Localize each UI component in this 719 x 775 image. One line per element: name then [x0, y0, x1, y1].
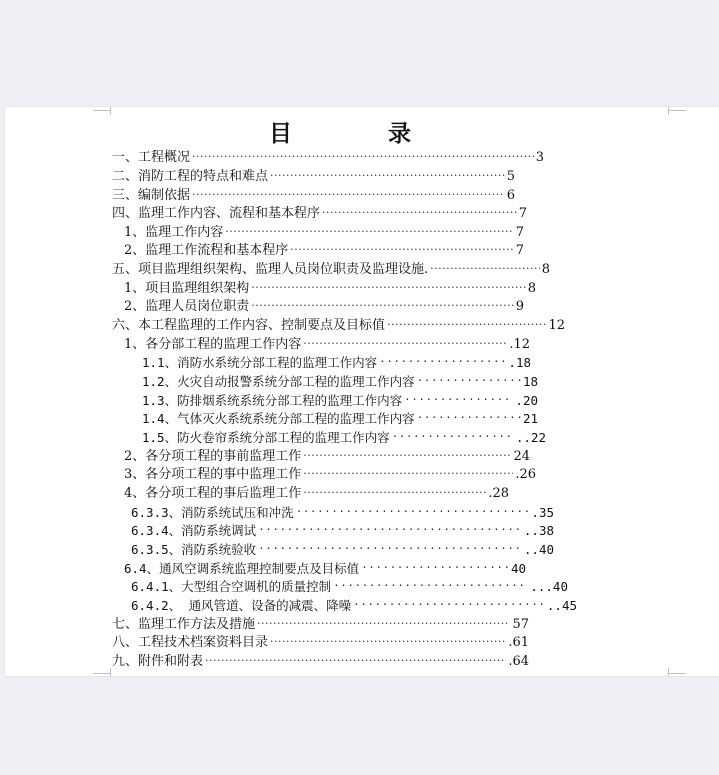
toc-entry[interactable] — [142, 392, 538, 411]
toc-leader-dots — [430, 261, 540, 280]
page-title: 目 录 — [268, 120, 455, 147]
page-corner-mark — [110, 107, 111, 115]
toc-entry-text: 2、各分项工程的事前监理工作 — [124, 449, 302, 464]
toc-leader-dots — [251, 280, 525, 299]
toc-leader-dots — [361, 560, 509, 579]
toc-leader-dots — [258, 522, 522, 541]
toc-entry-page: .26 — [515, 467, 536, 482]
toc-entry-text: 1.1、消防水系统分部工程的监理工作内容 — [142, 355, 378, 370]
toc-entry[interactable] — [112, 187, 515, 206]
toc-entry[interactable] — [112, 317, 565, 336]
toc-entry[interactable] — [142, 354, 531, 373]
toc-entry-text: 七、监理工作方法及措施 — [112, 617, 256, 632]
toc-entry-page: ..45 — [546, 598, 577, 613]
toc-leader-dots — [192, 187, 505, 206]
toc-entry[interactable] — [131, 578, 568, 597]
toc-entry-page: .61 — [508, 635, 529, 650]
toc-leader-dots — [387, 317, 546, 336]
toc-leader-dots — [192, 149, 534, 168]
toc-entry-text: 1.2、火灾自动报警系统分部工程的监理工作内容 — [142, 374, 415, 389]
toc-entry[interactable] — [112, 205, 527, 224]
toc-entry-page: 9 — [515, 299, 524, 314]
toc-entry-text: 八、工程技术档案资料目录 — [112, 635, 269, 650]
toc-leader-dots — [303, 485, 486, 504]
toc-entry-text: 1、项目监理组织架构 — [124, 281, 250, 296]
toc-entry[interactable] — [131, 541, 554, 560]
toc-entry-text: 六、本工程监理的工作内容、控制要点及目标值 — [112, 318, 386, 333]
toc-entry-text: 1.5、防火卷帘系统分部工程的监理工作内容 — [142, 430, 390, 445]
page-corner-mark — [668, 110, 686, 111]
toc-entry-text: 一、工程概况 — [112, 150, 191, 165]
toc-entry-page: 3 — [535, 150, 544, 165]
toc-entry-page: .64 — [508, 654, 529, 669]
toc-entry[interactable] — [124, 560, 526, 579]
toc-leader-dots — [322, 205, 517, 224]
toc-entry[interactable] — [142, 410, 538, 429]
toc-entry[interactable] — [112, 149, 544, 168]
toc-entry-page: 8 — [527, 281, 536, 296]
toc-entry-page: ..22 — [515, 430, 546, 445]
toc-leader-dots — [270, 634, 506, 653]
toc-entry-page: .12 — [509, 337, 530, 352]
toc-leader-dots — [303, 448, 511, 467]
toc-leader-dots — [417, 410, 521, 429]
page-corner-mark — [93, 110, 111, 111]
page-corner-mark — [668, 107, 669, 115]
toc-leader-dots — [270, 168, 505, 187]
toc-entry-text: 二、消防工程的特点和难点 — [112, 169, 269, 184]
toc-entry-page: .28 — [488, 486, 509, 501]
toc-entry-text: 1.4、气体灭火系统系统分部工程的监理工作内容 — [142, 411, 415, 426]
toc-entry-text: 四、监理工作内容、流程和基本程序 — [112, 206, 321, 221]
toc-entry-page: 8 — [541, 262, 550, 277]
toc-entry-text: 6.3.4、消防系统调试 — [131, 523, 257, 538]
toc-entry[interactable] — [142, 373, 538, 392]
toc-entry-text: 6.4、通风空调系统监理控制要点及目标值 — [124, 561, 360, 576]
document-page — [5, 107, 719, 676]
toc-leader-dots — [333, 578, 528, 597]
toc-leader-dots — [379, 354, 506, 373]
toc-entry[interactable] — [124, 466, 536, 485]
toc-entry-text: 6.3.5、消防系统验收 — [131, 542, 257, 557]
toc-entry-page: .20 — [515, 393, 538, 408]
toc-leader-dots — [205, 653, 506, 672]
toc-entry-text: 三、编制依据 — [112, 188, 191, 203]
toc-entry[interactable] — [112, 261, 550, 280]
toc-entry-page: ..40 — [523, 542, 554, 557]
toc-entry-text: 6.4.2、 通风管道、设备的减震、降噪 — [131, 598, 352, 613]
toc-entry-page: 7 — [515, 225, 524, 240]
toc-entry[interactable] — [124, 336, 530, 355]
toc-entry-page: 21 — [522, 411, 538, 426]
toc-leader-dots — [258, 541, 522, 560]
toc-entry[interactable] — [124, 224, 524, 243]
toc-entry-text: 2、监理工作流程和基本程序 — [124, 243, 289, 258]
toc-leader-dots — [303, 336, 507, 355]
page-corner-mark — [668, 668, 669, 676]
toc-leader-dots — [353, 597, 545, 616]
page-corner-mark — [93, 673, 111, 674]
toc-entry[interactable] — [124, 448, 530, 467]
toc-entry-page: 12 — [548, 318, 565, 333]
toc-leader-dots — [392, 429, 514, 448]
toc-entry[interactable] — [124, 242, 524, 261]
page-corner-mark — [110, 668, 111, 676]
toc-entry[interactable] — [131, 597, 577, 616]
toc-entry[interactable] — [131, 504, 554, 523]
toc-entry-text: 3、各分项工程的事中监理工作 — [124, 467, 302, 482]
toc-entry[interactable] — [124, 280, 536, 299]
toc-leader-dots — [225, 224, 513, 243]
toc-entry-text: 6.3.3、消防系统试压和冲洗 — [131, 505, 294, 520]
toc-leader-dots — [303, 466, 513, 485]
toc-entry-page: 24 — [513, 449, 530, 464]
toc-entry-page: 18 — [522, 374, 538, 389]
toc-entry-page: ..38 — [523, 523, 554, 538]
toc-entry[interactable] — [112, 634, 529, 653]
toc-entry-page: 40 — [510, 561, 526, 576]
toc-entry-page: .35 — [531, 505, 554, 520]
toc-entry-page: 5 — [506, 169, 515, 184]
toc-entry[interactable] — [112, 616, 529, 635]
toc-entry-text: 1、各分部工程的监理工作内容 — [124, 337, 302, 352]
toc-entry-page: 7 — [518, 206, 527, 221]
toc-entry[interactable] — [112, 653, 529, 672]
toc-entry-page: 6 — [506, 188, 515, 203]
toc-entry[interactable] — [124, 298, 524, 317]
toc-leader-dots — [404, 392, 513, 411]
toc-leader-dots — [296, 504, 530, 523]
toc-leader-dots — [290, 242, 513, 261]
toc-entry-text: 2、监理人员岗位职责 — [124, 299, 250, 314]
toc-entry-text: 1.3、防排烟系统系统分部工程的监理工作内容 — [142, 393, 403, 408]
toc-entry-page: .18 — [508, 355, 531, 370]
toc-leader-dots — [417, 373, 521, 392]
toc-entry-page: 57 — [512, 617, 529, 632]
toc-entry-text: 6.4.1、大型组合空调机的质量控制 — [131, 579, 332, 594]
toc-entry-text: 1、监理工作内容 — [124, 225, 224, 240]
toc-leader-dots — [251, 298, 513, 317]
toc-leader-dots — [257, 616, 510, 635]
toc-entry[interactable] — [124, 485, 509, 504]
toc-entry-text: 4、各分项工程的事后监理工作 — [124, 486, 302, 501]
toc-entry-text: 五、项目监理组织架构、监理人员岗位职责及监理设施. — [112, 262, 429, 277]
toc-entry[interactable] — [112, 168, 515, 187]
toc-entry[interactable] — [131, 522, 554, 541]
toc-entry-page: ...40 — [530, 579, 568, 594]
toc-entry-text: 九、附件和附表 — [112, 654, 204, 669]
toc-entry[interactable] — [142, 429, 546, 448]
page-corner-mark — [668, 673, 686, 674]
toc-entry-page: 7 — [515, 243, 524, 258]
